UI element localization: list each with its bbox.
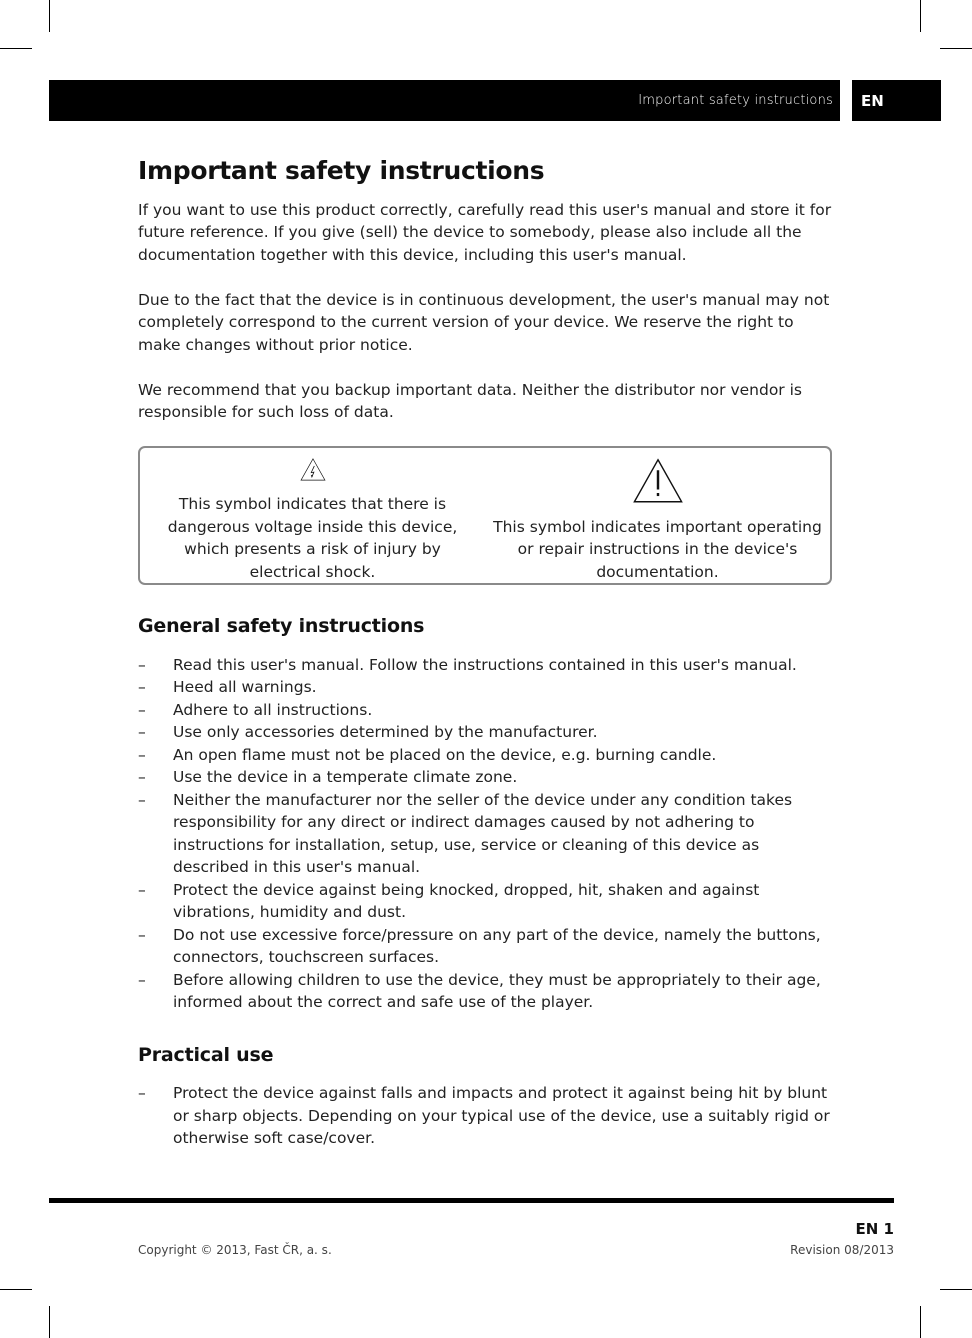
list-item <box>138 676 838 699</box>
dash-bullet: – <box>138 768 146 786</box>
practical-use-list <box>138 1082 838 1150</box>
list-item <box>138 766 838 789</box>
list-item <box>138 1082 838 1150</box>
general-safety-list <box>138 654 838 1014</box>
list-item-text: Neither the manufacturer nor the seller of the device under any condition takes responsibility for any direct or indirect damages caused by not adhering to instructions for installation, setup, use, service or cleaning of this device as described in this user's manual. <box>173 790 793 876</box>
list-item <box>138 744 838 767</box>
practical-use-title: Practical use <box>138 1043 274 1066</box>
list-item-text: Use the device in a temperate climate zone. <box>173 768 518 786</box>
list-item <box>138 789 838 879</box>
list-item-text: Protect the device against being knocked, dropped, hit, shaken and against vibrations, humidity and dust. <box>173 880 760 921</box>
list-item-text: Heed all warnings. <box>173 678 317 696</box>
revision-text: Revision 08/2013 <box>790 1243 894 1257</box>
page-title: Important safety instructions <box>138 156 545 185</box>
dash-bullet: – <box>138 723 146 741</box>
intro-paragraph: If you want to use this product correctly, carefully read this user's manual and store it for future reference. If you give (sell) the device to somebody, please also include all the documentation together with this device, including this user's manual. <box>138 200 832 264</box>
header-bar <box>49 80 840 121</box>
lightning-warning-icon <box>284 458 342 481</box>
header-title: Important safety instructions <box>638 93 833 108</box>
footer-rule <box>49 1198 894 1203</box>
dash-bullet: – <box>138 880 146 899</box>
crop-mark <box>940 48 972 49</box>
dash-bullet: – <box>138 700 146 719</box>
dash-bullet: – <box>138 655 146 674</box>
list-item-text: An open flame must not be placed on the device, e.g. burning candle. <box>173 745 717 764</box>
copyright-text: Copyright © 2013, Fast ČR, a. s. <box>138 1243 332 1257</box>
important-warning-text: This symbol indicates important operating or repair instructions in the device's documentation. <box>493 517 822 581</box>
crop-mark <box>0 1289 32 1290</box>
voltage-warning-text: This symbol indicates that there is dangerous voltage inside this device, which presents a risk of injury by electrical shock. <box>167 495 458 581</box>
dash-bullet: – <box>138 925 146 944</box>
page-number: EN 1 <box>855 1220 894 1238</box>
crop-mark <box>49 1306 50 1338</box>
list-item-text: Protect the device against falls and impacts and protect it against being hit by blunt or sharp objects. Depending on your typical use of the device, use a suitably rigid or otherwise soft case/cover. <box>173 1084 830 1147</box>
list-item-text: Adhere to all instructions. <box>173 700 373 719</box>
dash-bullet: – <box>138 790 146 809</box>
list-item <box>138 879 838 924</box>
voltage-warning <box>140 448 485 583</box>
list-item <box>138 721 838 744</box>
crop-mark <box>49 0 50 32</box>
main-content <box>138 156 838 1150</box>
language-badge <box>852 80 941 121</box>
language-label: EN <box>861 91 884 110</box>
list-item <box>138 969 838 1014</box>
important-warning <box>485 448 830 583</box>
dash-bullet: – <box>138 678 146 696</box>
list-item-text: Before allowing children to use the device, they must be appropriately to their age, informed about the correct and safe use of the player. <box>173 970 821 1011</box>
crop-mark <box>0 48 32 49</box>
dash-bullet: – <box>138 745 146 764</box>
general-safety-title: General safety instructions <box>138 615 425 637</box>
warning-symbols-box <box>138 446 832 585</box>
list-item-text: Do not use excessive force/pressure on any part of the device, namely the buttons, connectors, touchscreen surfaces. <box>173 925 821 966</box>
list-item-text: Use only accessories determined by the manufacturer. <box>173 723 598 741</box>
list-item <box>138 699 838 722</box>
dash-bullet: – <box>138 970 146 989</box>
dash-bullet: – <box>138 1084 146 1102</box>
crop-mark <box>920 0 921 32</box>
intro-paragraph: We recommend that you backup important data. Neither the distributor nor vendor is responsible for such loss of data. <box>138 380 802 421</box>
crop-mark <box>940 1289 972 1290</box>
list-item <box>138 924 838 969</box>
intro-paragraph: Due to the fact that the device is in continuous development, the user's manual may not completely correspond to the current version of your device. We reserve the right to make changes without prior notice. <box>138 290 830 354</box>
exclamation-warning-icon <box>629 458 687 504</box>
list-item-text: Read this user's manual. Follow the instructions contained in this user's manual. <box>173 655 797 674</box>
list-item <box>138 654 838 677</box>
crop-mark <box>920 1306 921 1338</box>
